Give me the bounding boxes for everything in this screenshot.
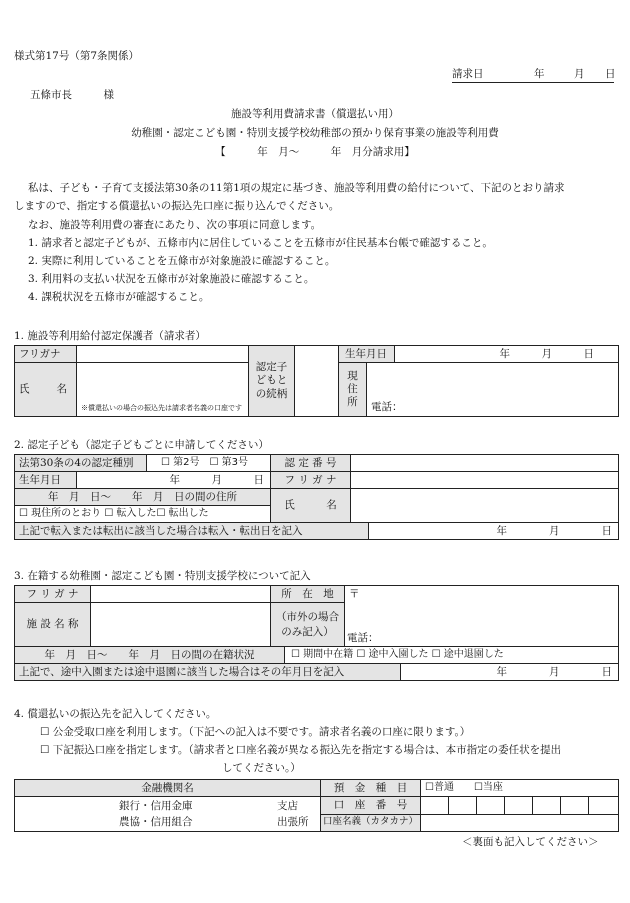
request-year-label: 年: [534, 68, 545, 80]
cert-type-label: 法第30条の4の認定種別: [15, 455, 147, 471]
intro-p1b: しますので、指定する償還払いの振込先口座に振り込んでください。: [14, 200, 340, 212]
account-digit-2[interactable]: [449, 797, 477, 815]
facility-name-field[interactable]: [91, 603, 271, 647]
child-table: [14, 454, 619, 540]
intro-p1a: 私は、子ども・子育て支援法第30条の11第1項の規定に基づき、施設等利用費の給付について、下記のとおり請求: [28, 182, 565, 194]
cert-type-options[interactable]: ☐ 第2号 ☐ 第3号: [147, 455, 270, 471]
section4-heading: 4. 償還払いの振込先を記入してください。: [14, 708, 217, 720]
account-digit-6[interactable]: [561, 797, 589, 815]
facility-furigana-field[interactable]: [91, 586, 271, 603]
facility-phone-label: 電話：: [347, 631, 379, 644]
account-digit-4[interactable]: [505, 797, 533, 815]
bank-name-label: 金融機関名: [15, 780, 321, 797]
guardian-name-label: 氏 名: [15, 363, 77, 417]
account-name-label: 口座名義（カタカナ）: [321, 814, 421, 832]
bank-table: [14, 779, 619, 832]
guardian-furigana-label: フリガナ: [15, 346, 77, 363]
back-side-note: ＜裏面も記入してください＞: [462, 836, 599, 848]
child-furigana-field[interactable]: [351, 472, 619, 489]
account-digit-7[interactable]: [589, 797, 619, 815]
enroll-status-label: 年 月 日～ 年 月 日の間の在籍状況: [15, 647, 285, 663]
bank-name-field[interactable]: [15, 797, 321, 832]
location-field[interactable]: [345, 586, 619, 647]
option-specified-account-cont: してください。）: [222, 762, 301, 774]
move-date-field[interactable]: 年 月 日: [496, 524, 612, 537]
period-address-label: 年 月 日～ 年 月 日の間の住所: [15, 489, 271, 506]
account-digit-3[interactable]: [477, 797, 505, 815]
change-date-field[interactable]: 年 月 日: [496, 665, 612, 678]
move-date-row: [15, 523, 619, 540]
child-name-label: 氏 名: [271, 489, 351, 523]
request-date-label: 請求日: [452, 68, 484, 80]
title-line1: 施設等利用費請求書（償還払い用）: [231, 108, 399, 120]
intro-p2: なお、施設等利用費の審査にあたり、次の事項に同意します。: [28, 219, 322, 231]
cert-no-label: 認 定 番 号: [271, 455, 351, 472]
address-label: 現住所: [339, 363, 367, 417]
facility-table: [14, 585, 619, 681]
postal-mark: 〒: [349, 588, 360, 600]
relation-label: 認定子どもとの続柄: [249, 346, 295, 417]
guardian-birth-row: [339, 346, 619, 363]
child-name-field[interactable]: [351, 489, 619, 523]
consent-item-3: 3. 利用料の支払い状況を五條市が対象施設に確認すること。: [28, 273, 315, 285]
cert-type-cell: [15, 455, 271, 472]
branch1: 支店: [277, 800, 298, 812]
consent-item-1: 1. 請求者と認定子どもが、五條市内に居住していることを五條市が住民基本台帳で確認すること。: [28, 237, 493, 249]
request-day-label: 日: [605, 68, 616, 80]
section2-heading: 2. 認定子ども（認定子どもごとに申請してください）: [14, 439, 269, 451]
account-name-field[interactable]: [421, 814, 619, 832]
section1-heading: 1. 施設等利用給付認定保護者（請求者）: [14, 330, 206, 342]
enroll-status-options[interactable]: ☐ 期間中在籍 ☐ 途中入園した ☐ 途中退園した: [291, 649, 504, 661]
facility-furigana-label: フ リ ガ ナ: [15, 586, 91, 603]
cert-no-field[interactable]: [351, 455, 619, 472]
bank-type1: 銀行・信用金庫: [119, 800, 193, 812]
facility-name-label: 施 設 名 称: [15, 603, 91, 647]
title-line2: 幼稚園・認定こども園・特別支援学校幼稚部の預かり保育事業の施設等利用費: [131, 127, 499, 139]
guardian-birth-label: 生年月日: [339, 346, 395, 362]
guardian-phone-label: 電話：: [371, 400, 403, 413]
relation-field[interactable]: [295, 346, 339, 417]
addressee: 五條市長 様: [30, 89, 114, 101]
change-date-row: [15, 664, 619, 681]
request-date-row: [452, 67, 614, 83]
request-month-label: 月: [574, 68, 585, 80]
account-no-label: 口 座 番 号: [321, 797, 421, 815]
enroll-status-row: [15, 647, 619, 664]
account-digit-5[interactable]: [533, 797, 561, 815]
child-birth-cell: [15, 472, 271, 489]
bank-type2: 農協・信用組合: [119, 816, 193, 828]
option-specified-account[interactable]: ☐ 下記振込口座を指定します。（請求者と口座名義が異なる振込先を指定する場合は、本市指定の委任状を提出: [40, 744, 562, 756]
deposit-type-options[interactable]: ☐普通 ☐当座: [421, 780, 619, 797]
account-digit-1[interactable]: [421, 797, 449, 815]
child-birth-label: 生年月日: [15, 472, 77, 488]
deposit-type-label: 預 金 種 目: [321, 780, 421, 797]
move-date-label: 上記で転入または転出に該当した場合は転入・転出日を記入: [15, 523, 369, 539]
section3-heading: 3. 在籍する幼稚園・認定こども園・特別支援学校について記入: [14, 570, 311, 582]
branch2: 出張所: [277, 816, 309, 828]
form-number: 様式第17号（第7条関係）: [14, 50, 140, 62]
city-note: （市外の場合のみ記入）: [271, 603, 345, 647]
guardian-name-note: ※償還払いの場合の振込先は請求者名義の口座です: [81, 404, 242, 413]
title-line3: 【 年 月～ 年 月分請求用】: [215, 146, 415, 158]
guardian-furigana-field[interactable]: [77, 346, 249, 363]
location-label: 所 在 地: [271, 586, 345, 603]
guardian-name-field[interactable]: [77, 363, 249, 417]
guardian-birth-field[interactable]: 年 月 日: [499, 347, 594, 360]
change-date-label: 上記で、途中入園または途中退園に該当した場合はその年月日を記入: [15, 664, 401, 680]
child-birth-field[interactable]: 年 月 日: [169, 473, 264, 486]
guardian-table: [14, 345, 619, 417]
option-public-account[interactable]: ☐ 公金受取口座を利用します。（下記への記入は不要です。請求者名義の口座に限ります。）: [40, 726, 471, 738]
consent-item-2: 2. 実際に利用していることを五條市が対象施設に確認すること。: [28, 255, 336, 267]
address-options[interactable]: ☐ 現住所のとおり ☐ 転入した☐ 転出した: [15, 506, 271, 523]
consent-item-4: 4. 課税状況を五條市が確認すること。: [28, 291, 210, 303]
child-furigana-label: フ リ ガ ナ: [271, 472, 351, 489]
address-field[interactable]: [367, 363, 619, 417]
